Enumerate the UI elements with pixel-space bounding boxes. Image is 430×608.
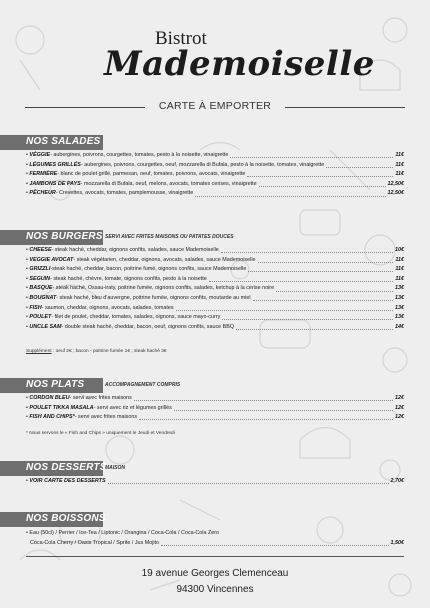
menu-item: • PÊCHEUR - Crevettes, avocats, tomates, pamplemousse, vinaigrette 12,50€: [26, 189, 404, 199]
item-name: VOIR CARTE DES DESSERTS: [29, 478, 106, 484]
item-price: 12€: [395, 395, 404, 401]
menu-item: • POULET TIKKA MASALA - servi avec riz et légumes grillés 12€: [26, 404, 404, 414]
salades-list: [26, 151, 404, 199]
item-name: LÉGUMES GRILLÉS: [29, 161, 81, 168]
burgers-list: [26, 246, 404, 332]
item-desc: - steak haché, chèvre, tomate, oignons confits, pesto à la noisette: [50, 275, 207, 282]
item-price: 2,70€: [390, 478, 404, 484]
menu-item: • VOIR CARTE DES DESSERTS 2,70€: [26, 477, 404, 487]
address-city: 94300 Vincennes: [176, 584, 254, 595]
item-price: 10€: [395, 247, 404, 253]
item-desc: - servi avec riz et légumes grillés: [93, 404, 172, 411]
section-title: NOS BURGERS: [26, 231, 103, 242]
item-price: 11€: [395, 161, 404, 168]
item-price: 14€: [395, 323, 404, 330]
menu-item: • CHEESE - steak haché, cheddar, oignons confits, salades, sauce Mademoiselle 10€: [26, 246, 404, 256]
item-desc: - filet de poulet, cheddar, tomates, salades, oignons, sauce mayo-curry: [51, 314, 221, 321]
item-desc: - steak végétarien, cheddar, oignons, avocats, salades, sauce Mademoiselle: [73, 256, 256, 263]
menu-item: • CORDON BLEU - servi avec frites maisons 12€: [26, 394, 404, 404]
item-price: 13€: [395, 285, 404, 292]
menu-subtitle: CARTE À EMPORTER: [158, 100, 272, 112]
section-note: MAISON: [105, 465, 125, 471]
section-boissons: [0, 512, 430, 546]
item-desc: - mozzarella di Bufala, oeuf, melons, avocats, tomates cerises, vinaigrette: [80, 180, 257, 187]
item-name: FISH: [29, 304, 42, 311]
item-price: 13€: [395, 304, 404, 311]
menu-item: • UNCLE SAM - double steak haché, cheddar, bacon, oeuf, oignons confits, sauce BBQ 14€: [26, 323, 404, 333]
item-desc: - Crevettes, avocats, tomates, pamplemousse, vinaigrette: [55, 190, 194, 197]
item-name: SEGUIN: [29, 275, 51, 282]
menu-item: • JAMBONS DE PAYS - mozzarella di Bufala, oeuf, melons, avocats, tomates cerises, vinaigrette 12,50€: [26, 180, 404, 190]
item-name: CORDON BLEU: [29, 395, 70, 401]
address-street: 19 avenue Georges Clemenceau: [141, 568, 289, 579]
section-title: NOS BOISSONS: [26, 513, 106, 524]
section-desserts: [0, 461, 430, 484]
drinks-line: [26, 529, 404, 539]
section-note: ACCOMPAGNEMENT COMPRIS: [105, 382, 181, 388]
item-desc: -steak haché, cheddar, bacon, poitrine fumé, oignons confits, sauce Mademoiselle: [50, 266, 247, 273]
item-name: POULET: [29, 314, 52, 321]
menu-item: • FISH - saumon, cheddar, oignons, avocats, salades, tomates 13€: [26, 304, 404, 314]
menu-item: • BASQUE - steak haché, Ossau-iraty, poitrine fumée, oignons confits, salades, ketchup à la cerise noire 13€: [26, 284, 404, 294]
section-plats: [0, 378, 430, 436]
section-header: [0, 512, 430, 527]
item-name: FISH AND CHIPS*: [29, 414, 75, 421]
item-name: VEGGIE AVOCAT: [29, 256, 74, 263]
section-title: NOS SALADES: [26, 136, 101, 147]
item-name: BOUGNAT: [29, 294, 57, 301]
item-desc: - aubergines, poivrons, courgettes, tomates, pesto à la noisette, vinaigrette: [50, 152, 229, 158]
item-name: CHEESE: [29, 247, 52, 253]
section-note: SERVI AVEC FRITES MAISONS OU PATATES DOUCES: [105, 234, 234, 240]
item-desc: - servi avec frites maisons: [74, 414, 138, 421]
item-desc: - double steak haché, cheddar, bacon, oeuf, oignons confits, sauce BBQ: [61, 323, 235, 330]
section-salades: [0, 135, 430, 197]
item-price: 11€: [395, 266, 404, 273]
item-name: POULET TIKKA MASALA: [29, 404, 94, 411]
section-title: NOS PLATS: [26, 379, 85, 390]
supplement-label: Supplément: [26, 349, 52, 354]
brand-small: Bistrot: [155, 28, 207, 49]
item-price: 12,50€: [387, 180, 404, 187]
item-price: 12€: [395, 404, 404, 411]
item-desc: - servi avec frites maisons: [69, 395, 132, 401]
item-name: BASQUE: [29, 285, 53, 292]
item-price: 13€: [395, 314, 404, 321]
item-price: 11€: [395, 171, 404, 178]
item-price: 1,50€: [390, 539, 404, 546]
desserts-list: [26, 477, 404, 487]
section-header: [0, 461, 430, 476]
item-desc: - aubergines, poivrons, courgettes, oeuf, mozzarella di Bufala, pesto à la noisette, tomates, vinaigrette: [80, 161, 325, 168]
brand-logo: Mademoiselle: [104, 44, 375, 84]
item-desc: - steak haché, Ossau-iraty, poitrine fumée, oignons confits, salades, ketchup à la cerise noire: [52, 285, 275, 292]
menu-item: • GRIZZLI -steak haché, cheddar, bacon, poitrine fumé, oignons confits, sauce Mademoiselle 11€: [26, 265, 404, 275]
item-name: FERMIÈRE: [29, 171, 58, 178]
boissons-list: [26, 529, 404, 548]
item-name: GRIZZLI: [29, 266, 51, 273]
footer-divider: [26, 556, 404, 557]
plats-footnote: * Nous servons le « Fish and Chips » uniquement le Jeudi et Vendredi: [26, 431, 175, 436]
item-price: 11€: [395, 152, 404, 158]
divider-right: [285, 107, 405, 108]
drinks-text-line2: Coca-Cola Cherry / Oasis Tropical / Sprite / Jus Mojito: [30, 539, 160, 546]
plats-list: [26, 394, 404, 423]
item-price: 12,50€: [387, 190, 404, 197]
menu-item: • FERMIÈRE - blanc de poulet grillé, parmesan, oeuf, tomates, poivrons, avocats, vinaigrette 11€: [26, 170, 404, 180]
section-header: [0, 135, 430, 150]
section-header: [0, 230, 430, 245]
menu-item: • VÉGGIE - aubergines, poivrons, courgettes, tomates, pesto à la noisette, vinaigrette 11€: [26, 151, 404, 161]
drinks-line: [26, 539, 404, 549]
section-title: NOS DESSERTS: [26, 462, 107, 473]
item-price: 13€: [395, 294, 404, 301]
menu-item: • FISH AND CHIPS* - servi avec frites maisons 12€: [26, 413, 404, 423]
supplement-text: : oeuf 2€ ; bacon - poitrine fumée 1€ ; steak haché 3€: [51, 349, 167, 354]
item-desc: - steak haché, bleu d'auvergne, poitrine fumée, oignons confits, moutarde au miel: [56, 294, 251, 301]
menu-item: • POULET - filet de poulet, cheddar, tomates, salades, oignons, sauce mayo-curry 13€: [26, 313, 404, 323]
drinks-text-line1: • Eau (50cl) / Perrier / Ice-Tea / Liptonic / Orangina / Coca-Cola / Coca-Cola Zero: [26, 530, 220, 536]
item-desc: - steak haché, cheddar, oignons confits, salades, sauce Mademoiselle: [51, 247, 219, 253]
section-burgers: [0, 230, 430, 354]
supplement-note: [26, 349, 167, 354]
item-desc: - saumon, cheddar, oignons, avocats, salades, tomates: [41, 304, 174, 311]
item-price: 11€: [395, 256, 404, 263]
menu-item: • SEGUIN - steak haché, chèvre, tomate, oignons confits, pesto à la noisette 11€: [26, 275, 404, 285]
item-name: PÊCHEUR: [29, 190, 56, 197]
item-desc: - blanc de poulet grillé, parmesan, oeuf, tomates, poivrons, avocats, vinaigrette: [57, 171, 246, 178]
item-name: VÉGGIE: [29, 152, 51, 158]
item-name: UNCLE SAM: [29, 323, 62, 330]
menu-item: • BOUGNAT - steak haché, bleu d'auvergne, poitrine fumée, oignons confits, moutarde au miel 13€: [26, 294, 404, 304]
section-header: [0, 378, 430, 393]
menu-item: • LÉGUMES GRILLÉS - aubergines, poivrons, courgettes, oeuf, mozzarella di Bufala, pesto à la noisette, tomates, vinaigrette 11€: [26, 161, 404, 171]
item-name: JAMBONS DE PAYS: [29, 180, 81, 187]
menu-item: • VEGGIE AVOCAT - steak végétarien, cheddar, oignons, avocats, salades, sauce Mademoiselle 11€: [26, 256, 404, 266]
item-price: 11€: [395, 275, 404, 282]
subtitle-row: [25, 100, 405, 114]
item-price: 12€: [395, 414, 404, 421]
